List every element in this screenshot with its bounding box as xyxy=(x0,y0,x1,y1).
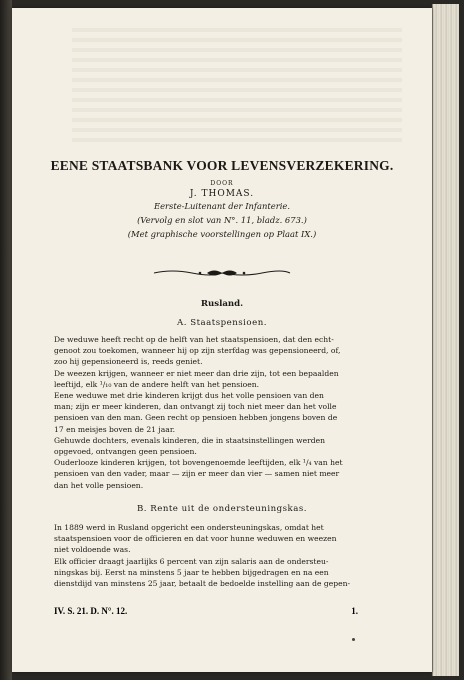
book-spine-shadow xyxy=(0,0,12,680)
text-line: pensioen van den vader, maar — zijn er meer dan vier — samen niet meer xyxy=(54,469,340,479)
text-line: leeftijd, elk ¹/₁₀ van de andere helft van het pensioen. xyxy=(54,379,259,389)
text-line: dan het volle pensioen. xyxy=(54,480,144,490)
text-line: dienstdijd van minstens 25 jaar, betaalt de bedoelde instelling aan de gepen- xyxy=(54,579,351,589)
text-line: opgevoed, ontvangen geen pensioen. xyxy=(54,447,197,457)
text-line: In 1889 werd in Rusland opgericht een ondersteuningskas, omdat het xyxy=(54,523,324,532)
subsection-heading-b: B. Rente uit de ondersteuningskas. xyxy=(136,504,308,514)
text-line: zoo hij gepensioneerd is, reeds geniet. xyxy=(54,357,203,367)
article-title: EENE STAATSBANK VOOR LEVENSVERZEKERING. xyxy=(50,158,394,173)
byline: DOOR xyxy=(210,180,234,187)
paragraph-a xyxy=(54,334,432,491)
text-line: staatspensioen voor de officieren en dat voor hunne weduwen en weezen xyxy=(54,534,337,544)
text-line: 17 en meisjes boven de 21 jaar. xyxy=(54,424,176,434)
text-line: Gehuwde dochters, evenals kinderen, die in staatsinstellingen werden xyxy=(54,435,325,445)
text-line: Eene weduwe met drie kinderen krijgt dus het volle pensioen van den xyxy=(54,391,324,401)
text-line: Elk officier draagt jaarlijks 6 percent van zijn salaris aan de ondersteu- xyxy=(54,556,329,566)
subsection-heading-a: A. Staatspensioen. xyxy=(177,318,267,328)
author-rank: Eerste-Luitenant der Infanterie. xyxy=(153,201,291,211)
author-name: J. THOMAS. xyxy=(189,189,255,199)
page-stack-edge xyxy=(432,4,459,676)
text-line: Ouderlooze kinderen krijgen, tot bovengenoemde leeftijden, elk ¹/₄ van het xyxy=(54,458,343,468)
continuation-note: (Vervolg en slot van N°. 11, bladz. 673.) xyxy=(137,215,307,225)
text-line: genoot zou toekomen, wanneer hij op zijn sterfdag was gepensioneerd, of, xyxy=(54,346,341,356)
text-line: De weezen krijgen, wanneer er niet meer dan drie zijn, tot een bepaalden xyxy=(54,368,339,378)
text-line: niet voldoende was. xyxy=(54,545,131,555)
signature-number: 1. xyxy=(351,606,358,616)
text-line: pensioen van den man. Geen recht op pensioen hebben jongens boven de xyxy=(54,413,338,423)
text-line: man; zijn er meer kinderen, dan ontvangt zij toch niet meer dan het volle xyxy=(54,402,337,412)
section-heading: Rusland. xyxy=(200,299,244,309)
signature-mark: IV. S. 21. D. N°. 12. xyxy=(54,606,128,616)
book-page xyxy=(12,8,432,672)
bleed-through-text xyxy=(72,28,402,148)
graphics-note: (Met graphische voorstellingen op Plaat IX.) xyxy=(127,229,317,239)
text-line: De weduwe heeft recht op de helft van het staatspensioen, dat den echt- xyxy=(54,335,334,344)
ink-speck xyxy=(352,638,355,641)
text-line: ningskas bij. Eerst na minstens 5 jaar te hebben bijgedragen en na een xyxy=(54,567,329,577)
ornament-divider xyxy=(152,268,292,278)
paragraph-b xyxy=(54,522,432,589)
